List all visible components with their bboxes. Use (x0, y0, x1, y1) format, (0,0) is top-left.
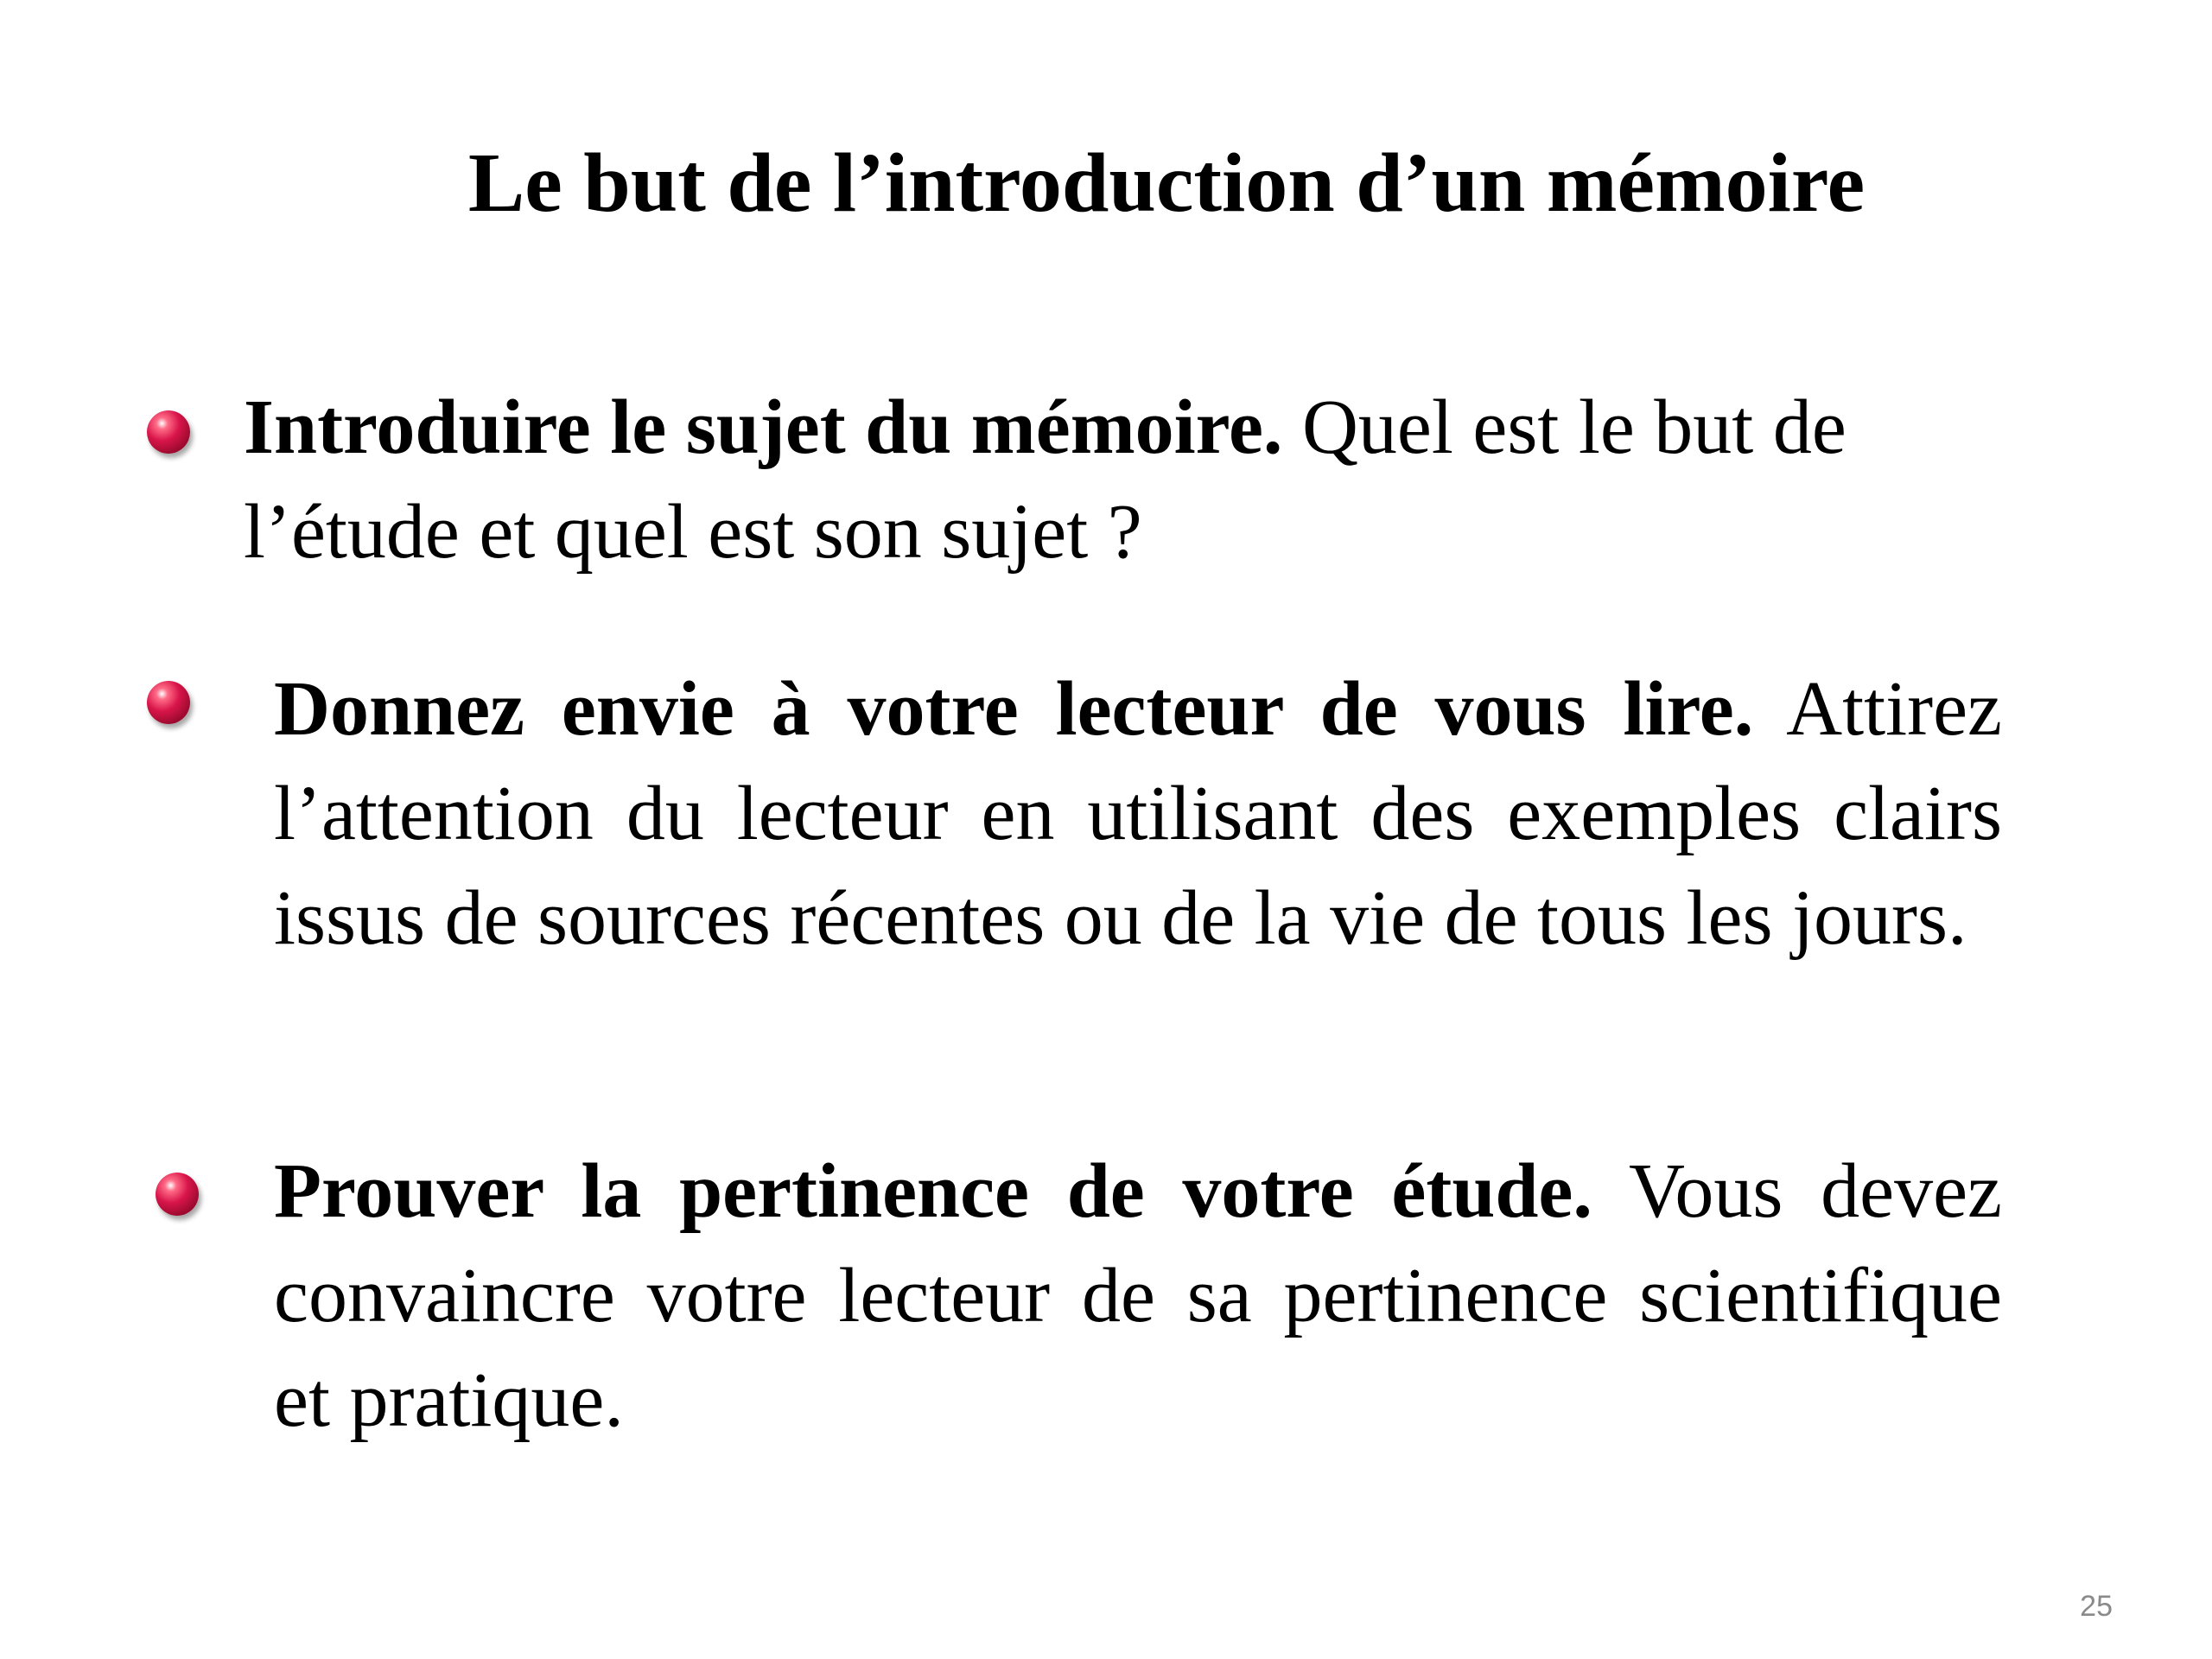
bullet-text: Attirez l’attention du lecteur en utilisant des exemples clairs issus de sources récentes ou de la vie de tous les jours. (274, 666, 2002, 961)
bullet-item (244, 375, 1989, 584)
page-number: 25 (2080, 1590, 2113, 1623)
red-sphere-bullet-icon (147, 681, 190, 724)
red-sphere-bullet-icon (147, 410, 190, 454)
bullet-item (274, 657, 2002, 970)
bullet-item (274, 1139, 2002, 1452)
slide-title: Le but de l’introduction d’un mémoire (467, 137, 1866, 230)
red-sphere-bullet-icon (156, 1173, 199, 1216)
bullet-lead: Donnez envie à votre lecteur de vous lire. (274, 666, 1754, 752)
bullet-text: Vous devez convaincre votre lecteur de sa pertinence scientifique et pratique. (274, 1148, 2002, 1443)
bullet-lead: Prouver la pertinence de votre étude. (274, 1148, 1592, 1234)
bullet-text: Quel est le but de l’étude et quel est son sujet ? (244, 385, 1847, 575)
bullet-lead: Introduire le sujet du mémoire. (244, 385, 1283, 470)
